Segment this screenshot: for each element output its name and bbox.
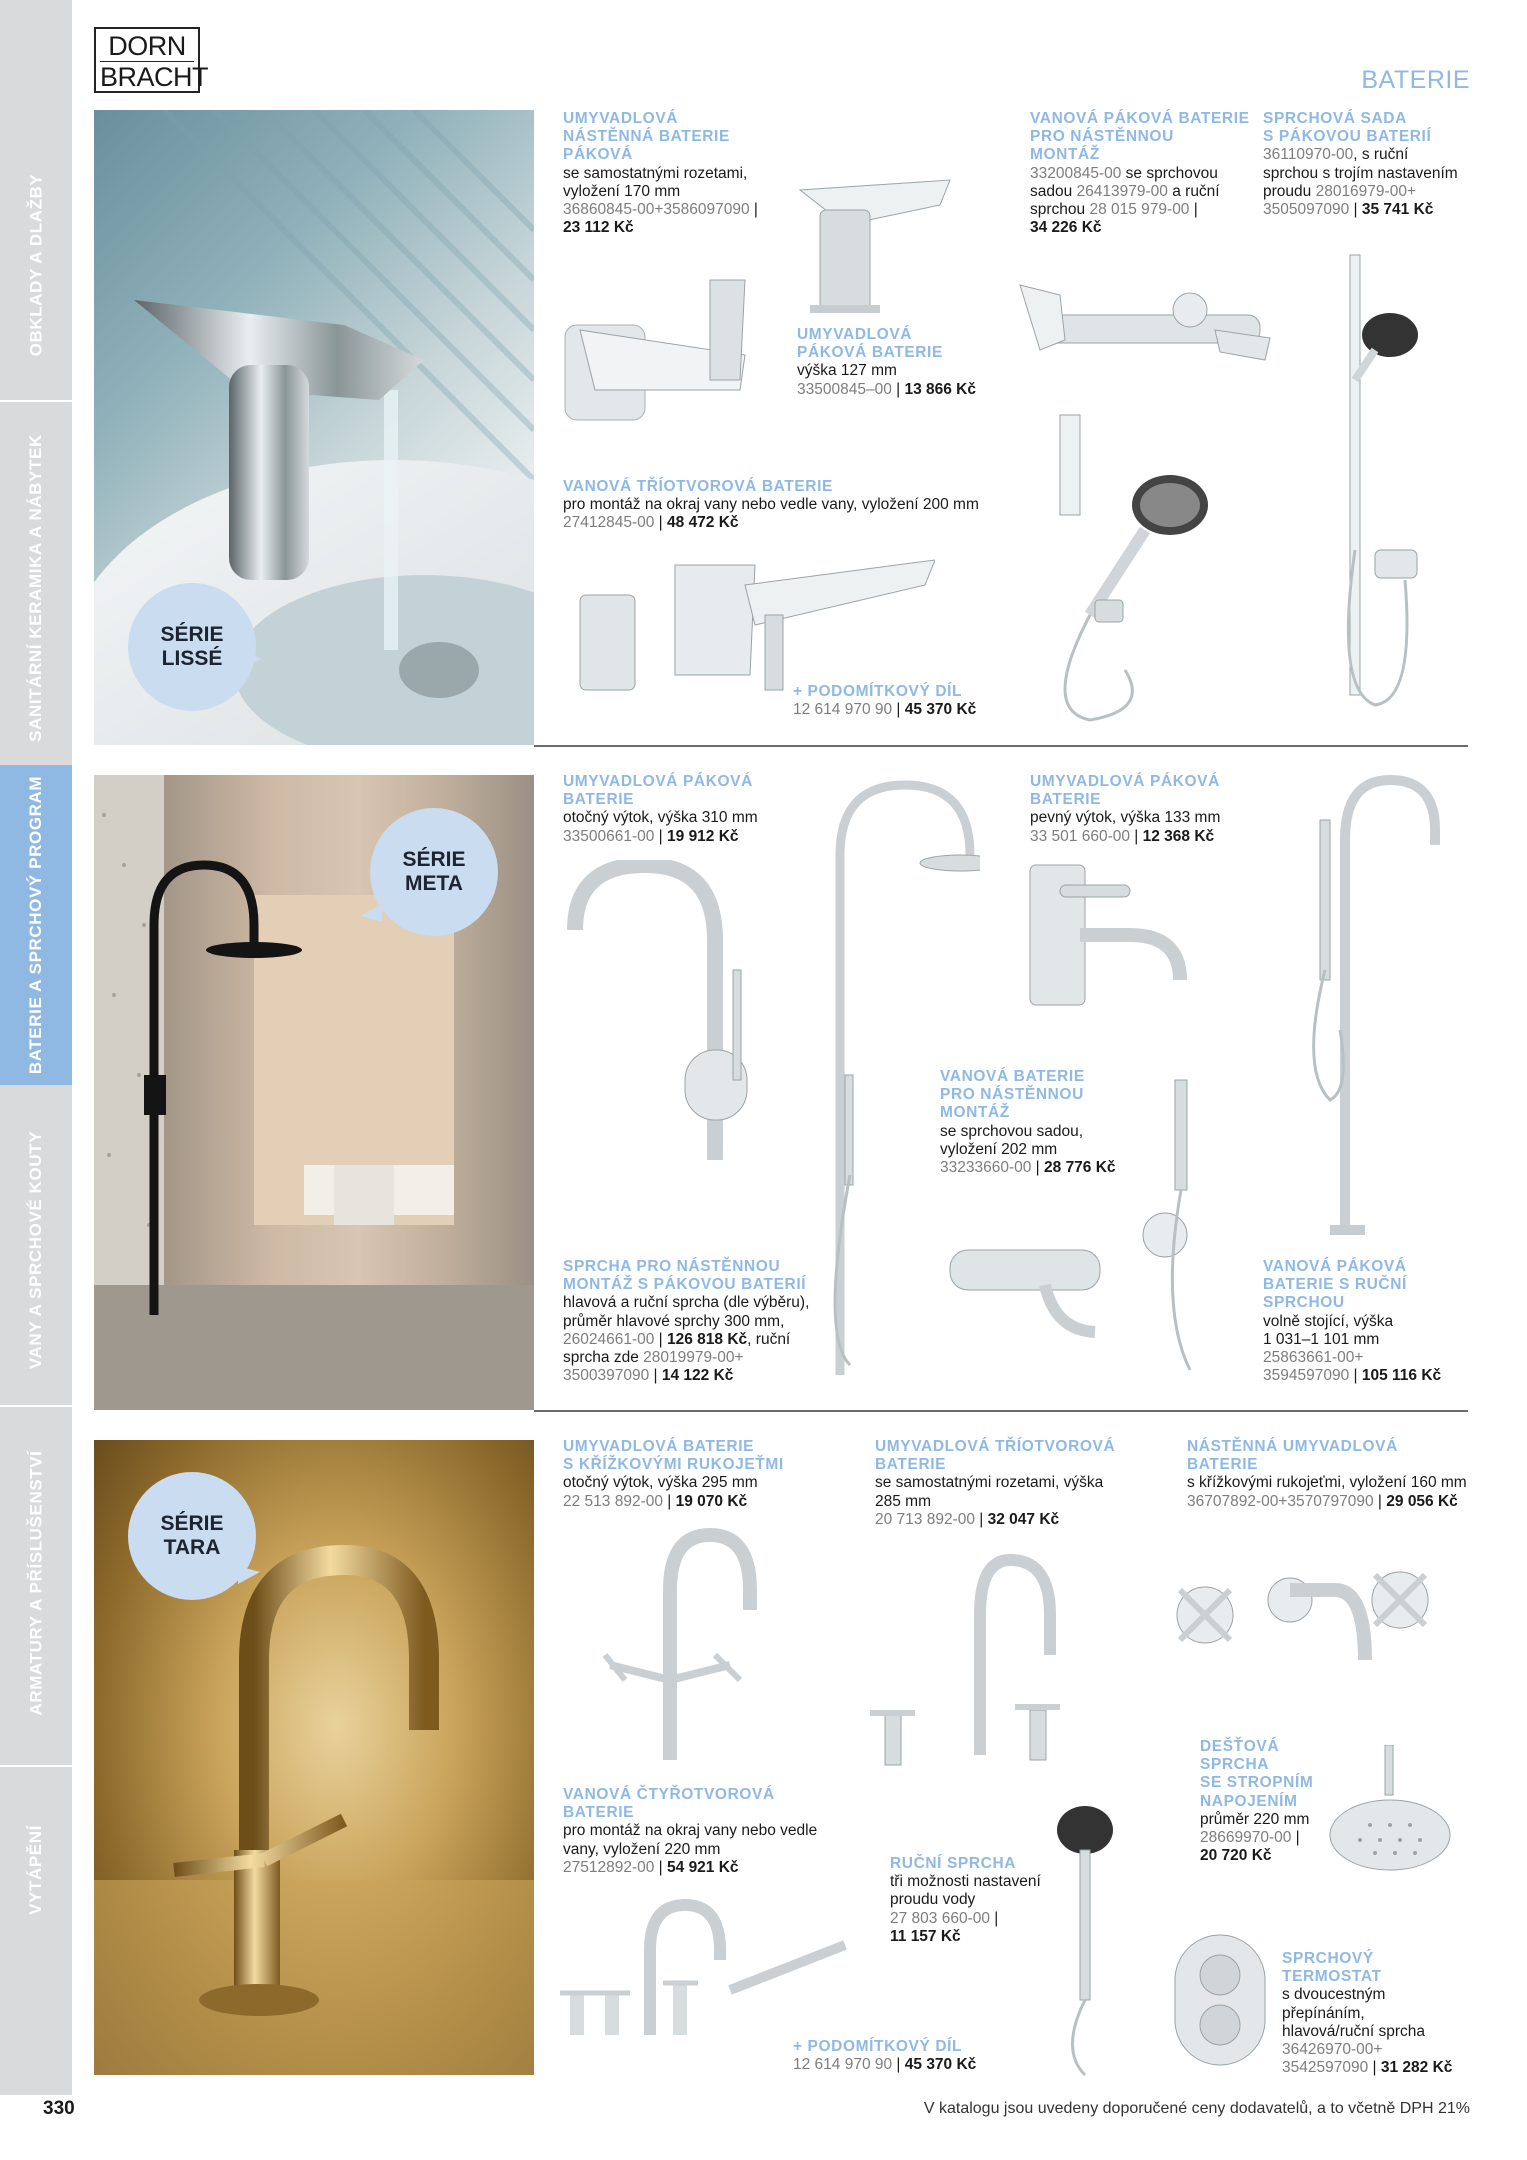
meta-bath-wall-image: [945, 1070, 1205, 1380]
product-tara-basin: UMYVADLOVÁ BATERIE S KŘÍŽKOVÝMI RUKOJEŤMI otočný výtok, výška 295 mm 22 513 892-00 | 19 070 Kč: [563, 1438, 784, 1510]
series-badge-lisse: SÉRIE LISSÉ: [128, 583, 256, 711]
tara-basin-three-image: [865, 1545, 1085, 1775]
lisse-wall-basin-image: [560, 270, 760, 430]
product-tara-basin-three: UMYVADLOVÁ TŘÍOTVOROVÁ BATERIE se samostatnými rozetami, výška 285 mm 20 713 892-00 | 32 047 Kč: [875, 1438, 1116, 1528]
product-tara-thermo: SPRCHOVÝ TERMOSTAT s dvoucestným přepínáním, hlavová/ruční sprcha 36426970-00+ 3542597090 | 31 282 Kč: [1282, 1950, 1453, 2077]
price-footnote: V katalogu jsou uvedeny doporučené ceny dodavatelů, a to včetně DPH 21%: [923, 2100, 1470, 2117]
tara-rain-image: [1325, 1745, 1455, 1875]
tara-bath-four-image: [555, 1890, 855, 2040]
lisse-bath-wall-image: [1015, 280, 1275, 390]
sidebar-item-baterie[interactable]: BATERIE A SPRCHOVÝ PROGRAM: [0, 765, 72, 1085]
product-lisse-bath-three: VANOVÁ TŘÍOTVOROVÁ BATERIE pro montáž na okraj vany nebo vedle vany, vyložení 200 mm 27412845-00 | 48 472 Kč: [563, 478, 979, 532]
product-meta-bath-wall: VANOVÁ BATERIE PRO NÁSTĚNNOU MONTÁŽ se sprchovou sadou, vyložení 202 mm 33233660-00 | 28 776 Kč: [940, 1068, 1116, 1177]
sidebar-item-sanitarni[interactable]: SANITÁRNÍ KERAMIKA A NÁBYTEK: [26, 433, 45, 742]
tara-thermo-image: [1165, 1925, 1275, 2075]
product-lisse-wall-basin: UMYVADLOVÁ NÁSTĚNNÁ BATERIE PÁKOVÁ se samostatnými rozetami, vyložení 170 mm 36860845-00+3586097090 | 23 112 Kč: [563, 110, 758, 237]
lisse-shower-set-image: [1305, 250, 1445, 720]
product-meta-shower: SPRCHA PRO NÁSTĚNNOU MONTÁŽ S PÁKOVOU BATERIÍ hlavová a ruční sprcha (dle výběru), průměr hlavové sprchy 300 mm, 26024661-00 | 126 818 Kč, ruční sprcha zde 28019979-00+ 3500397090 | 14 122 Kč: [563, 1258, 810, 1385]
meta-basin-tall-image: [565, 860, 755, 1165]
tara-wall-image: [1165, 1550, 1435, 1700]
lisse-bath-three-image: [575, 555, 935, 695]
section-divider: [534, 1410, 1468, 1412]
sidebar-item-vany[interactable]: VANY A SPRCHOVÉ KOUTY: [26, 1130, 46, 1370]
page-number: 330: [43, 2098, 75, 2119]
product-tara-rain: DEŠŤOVÁ SPRCHA SE STROPNÍM NAPOJENÍM průměr 220 mm 28669970-00 | 20 720 Kč: [1200, 1738, 1314, 1865]
tara-hand-image: [1040, 1800, 1130, 2080]
series-badge-meta: SÉRIE META: [370, 808, 498, 936]
sidebar-item-vytapeni[interactable]: VYTÁPĚNÍ: [26, 1825, 46, 1915]
product-lisse-basin: UMYVADLOVÁ PÁKOVÁ BATERIE výška 127 mm 33500845–00 | 13 866 Kč: [797, 326, 976, 398]
lisse-hand-shower-image: [1030, 410, 1210, 730]
product-lisse-concealed: + PODOMÍTKOVÝ DÍL 12 614 970 90 | 45 370 Kč: [793, 683, 977, 719]
section-title: BATERIE: [1361, 66, 1470, 94]
product-meta-basin: UMYVADLOVÁ PÁKOVÁ BATERIE pevný výtok, výška 133 mm 33 501 660-00 | 12 368 Kč: [1030, 773, 1221, 845]
meta-basin-image: [1020, 855, 1200, 1015]
lisse-basin-image: [790, 170, 960, 320]
product-tara-bath-four: VANOVÁ ČTYŘOTVOROVÁ BATERIE pro montáž na okraj vany nebo vedle vany, vyložení 220 mm 27512892-00 | 54 921 Kč: [563, 1786, 818, 1876]
section-divider: [534, 745, 1468, 747]
meta-bath-free-image: [1290, 770, 1450, 1240]
series-badge-tara: SÉRIE TARA: [128, 1472, 256, 1600]
product-tara-concealed: + PODOMÍTKOVÝ DÍL 12 614 970 90 | 45 370 Kč: [793, 2038, 977, 2074]
brand-logo: DORN BRACHT: [94, 27, 200, 93]
category-sidebar: [0, 0, 72, 2095]
tara-basin-image: [590, 1520, 760, 1770]
sidebar-item-obklady[interactable]: OBKLADY A DLAŽBY: [26, 173, 45, 357]
product-tara-hand: RUČNÍ SPRCHA tři možnosti nastavení proudu vody 27 803 660-00 | 11 157 Kč: [890, 1855, 1041, 1945]
product-lisse-shower-set: SPRCHOVÁ SADA S PÁKOVOU BATERIÍ 36110970-00, s ruční sprchou s trojím nastavením proudu 28016979-00+ 3505097090 | 35 741 Kč: [1263, 110, 1458, 219]
product-lisse-bath-wall: VANOVÁ PÁKOVÁ BATERIE PRO NÁSTĚNNOU MONTÁŽ 33200845-00 se sprchovou sadou 26413979-00 a ruční sprchou 28 015 979-00 | 34 226 Kč: [1030, 110, 1250, 237]
sidebar-item-armatury[interactable]: ARMATURY A PŘÍSLUŠENSTVÍ: [26, 1449, 46, 1716]
product-meta-bath-free: VANOVÁ PÁKOVÁ BATERIE S RUČNÍ SPRCHOU volně stojící, výška 1 031–1 101 mm 25863661-00+ 3594597090 | 105 116 Kč: [1263, 1258, 1442, 1385]
product-tara-wall: NÁSTĚNNÁ UMYVADLOVÁ BATERIE s křížkovými rukojeťmi, vyložení 160 mm 36707892-00+3570797090 | 29 056 Kč: [1187, 1438, 1467, 1510]
product-meta-basin-tall: UMYVADLOVÁ PÁKOVÁ BATERIE otočný výtok, výška 310 mm 33500661-00 | 19 912 Kč: [563, 773, 758, 845]
